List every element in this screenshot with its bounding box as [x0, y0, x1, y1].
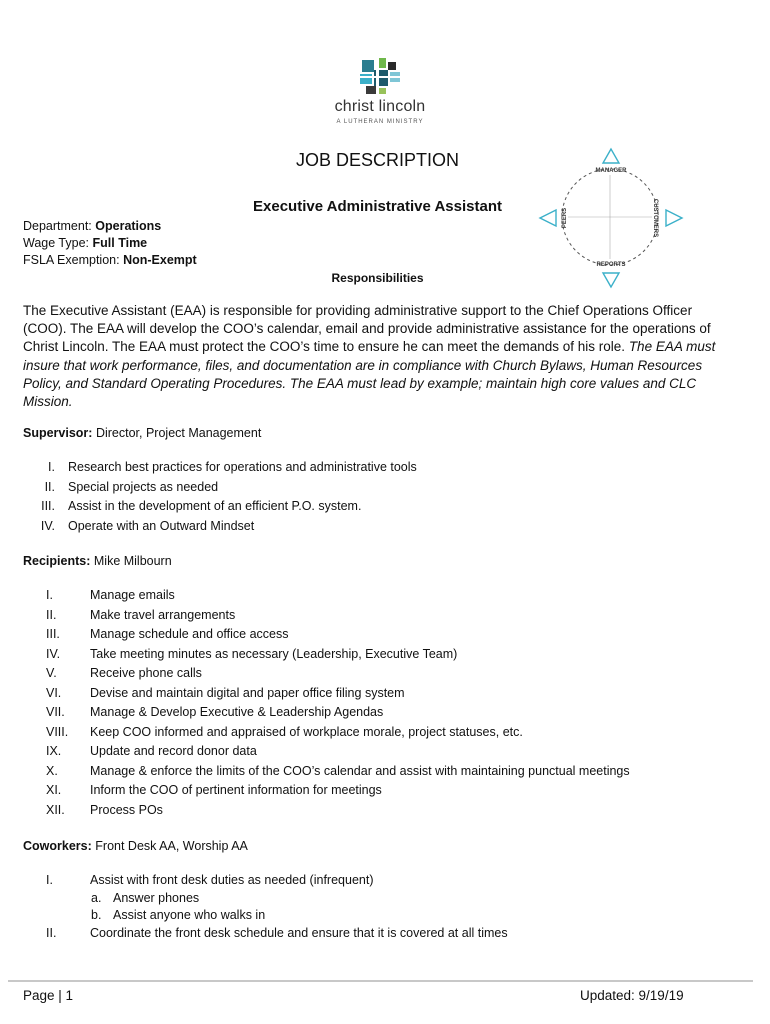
list-number: II.	[46, 925, 57, 940]
list-item	[23, 742, 723, 762]
diagram-label-customers: CUSTOMERS	[652, 198, 658, 238]
list-number: I.	[48, 460, 55, 474]
list-number: II.	[46, 607, 57, 622]
list-item	[23, 497, 723, 517]
list-text: Assist in the development of an efficient P.O. system.	[68, 499, 362, 513]
supervisor-line	[23, 426, 261, 440]
wage-type-value: Full Time	[92, 236, 148, 250]
intro-text: The Executive Assistant (EAA) is responsible for providing administrative support to the Chief Operations Officer (COO). The EAA will develop the COO’s calendar, email and provide administrative assistance for the operations of Christ Lincoln. The EAA must protect the COO’s time to ensure he can meet the demands of his role.	[23, 303, 711, 355]
list-item	[23, 703, 723, 723]
recipients-line	[23, 554, 172, 568]
list-text: Assist anyone who walks in	[113, 908, 266, 922]
intro-paragraph	[23, 302, 738, 411]
job-title: Executive Administrative Assistant	[253, 198, 502, 215]
list-text: Answer phones	[113, 890, 200, 905]
diagram-label-reports: REPORTS	[596, 262, 626, 268]
list-text: Operate with an Outward Mindset	[68, 518, 255, 533]
list-text: Inform the COO of pertinent information for meetings	[90, 783, 382, 797]
wage-type-line	[23, 236, 147, 250]
coworkers-value: Front Desk AA, Worship AA	[95, 839, 248, 853]
list-item	[23, 478, 723, 498]
list-text: Manage & enforce the limits of the COO’s calendar and assist with maintaining punctual meetings	[90, 763, 630, 778]
triangle-right-icon	[666, 210, 682, 226]
list-text: Special projects as needed	[68, 479, 219, 494]
list-number: VIII.	[46, 724, 69, 739]
list-number: XII.	[46, 802, 65, 817]
coworker-duties-list	[23, 872, 723, 942]
recipients-label: Recipients:	[23, 554, 91, 568]
role-relationship-diagram	[535, 145, 685, 290]
department-line	[23, 219, 161, 233]
list-number: I.	[46, 588, 53, 602]
list-number: XI.	[46, 783, 62, 797]
list-number: a.	[91, 890, 102, 905]
list-text: Keep COO informed and appraised of workplace morale, project statuses, etc.	[90, 724, 523, 739]
list-number: I.	[46, 873, 53, 887]
list-number: IX.	[46, 744, 62, 758]
supervisor-value: Director, Project Management	[95, 426, 262, 440]
list-item	[23, 684, 723, 704]
list-text: Receive phone calls	[90, 666, 202, 680]
department-label: Department:	[23, 219, 92, 233]
coworkers-label: Coworkers:	[23, 839, 92, 853]
triangle-down-icon	[603, 273, 619, 287]
updated-date: Updated: 9/19/19	[580, 988, 684, 1003]
list-item	[23, 664, 723, 684]
list-number: IV.	[46, 646, 61, 661]
list-item	[23, 517, 723, 537]
recipient-duties-list	[23, 586, 723, 820]
list-number: II.	[44, 479, 55, 494]
department-value: Operations	[95, 219, 162, 233]
list-item	[23, 781, 723, 801]
wage-type-label: Wage Type:	[23, 236, 90, 250]
list-item	[23, 723, 723, 743]
list-text: Make travel arrangements	[90, 607, 236, 622]
list-text: Take meeting minutes as necessary (Leadership, Executive Team)	[90, 646, 458, 661]
triangle-up-icon	[603, 149, 619, 163]
list-number: V.	[46, 666, 57, 680]
list-item	[23, 458, 723, 478]
supervisor-label: Supervisor:	[23, 426, 93, 440]
logo-wordmark: christ lincoln	[334, 98, 426, 115]
fsla-value: Non-Exempt	[123, 253, 197, 267]
list-item	[23, 925, 723, 943]
list-text: Manage emails	[90, 588, 175, 602]
list-text: Update and record donor data	[90, 744, 257, 758]
list-text: Manage & Develop Executive & Leadership Agendas	[90, 705, 384, 719]
list-item	[23, 645, 723, 665]
list-item	[23, 586, 723, 606]
fsla-label: FSLA Exemption:	[23, 253, 120, 267]
diagram-label-manager: MANAGER	[595, 168, 627, 174]
list-text: Assist with front desk duties as needed (infrequent)	[90, 873, 374, 887]
page-number: Page | 1	[23, 988, 74, 1003]
document-type-heading: JOB DESCRIPTION	[295, 150, 460, 170]
recipients-value: Mike Milbourn	[93, 554, 172, 568]
list-number: III.	[41, 499, 55, 513]
list-subitem	[23, 907, 723, 925]
logo-tagline: A LUTHERAN MINISTRY	[336, 119, 424, 125]
list-item	[23, 625, 723, 645]
list-text: Research best practices for operations and administrative tools	[68, 460, 417, 474]
list-item	[23, 872, 723, 890]
list-item	[23, 762, 723, 782]
coworkers-line	[23, 839, 248, 853]
list-text: Manage schedule and office access	[90, 627, 289, 641]
list-text: Coordinate the front desk schedule and ensure that it is covered at all times	[90, 925, 508, 940]
list-text: Devise and maintain digital and paper office filing system	[90, 685, 405, 700]
list-number: IV.	[40, 518, 55, 533]
list-item	[23, 801, 723, 821]
footer-divider	[8, 980, 753, 982]
list-number: VII.	[46, 705, 65, 719]
diagram-label-peers: PEERS	[562, 207, 568, 229]
list-number: X.	[46, 763, 58, 778]
triangle-left-icon	[540, 210, 556, 226]
list-number: b.	[91, 908, 102, 922]
list-subitem	[23, 890, 723, 908]
list-text: Process POs	[90, 802, 163, 817]
list-number: VI.	[46, 685, 62, 700]
responsibilities-heading: Responsibilities	[331, 271, 424, 285]
supervisor-duties-list	[23, 458, 723, 536]
intro-italic-text: The EAA must insure that work performance, files, and documentation are in compliance with Church Bylaws, Human Resources Policy, and Standard Operating Procedures. The EAA must lead by example; maintain high core values and CLC Mission.	[23, 339, 716, 410]
list-item	[23, 606, 723, 626]
fsla-line	[23, 253, 197, 267]
list-number: III.	[46, 627, 60, 641]
